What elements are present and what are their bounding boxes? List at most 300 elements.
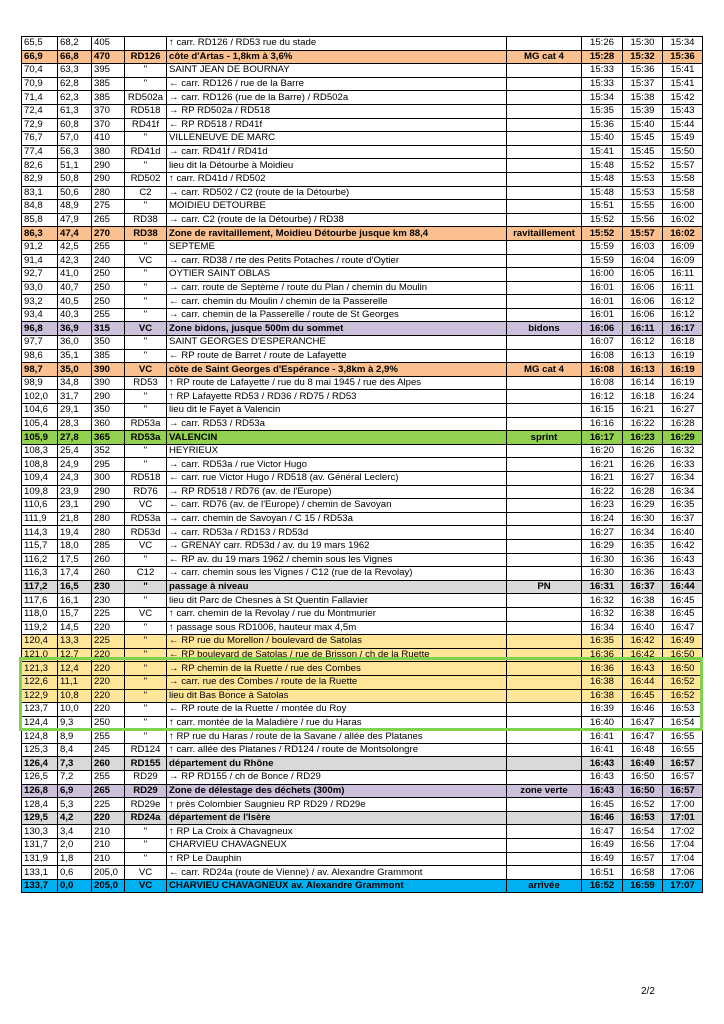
table-row: [22, 254, 703, 268]
time-slow-cell: 16:28: [663, 417, 703, 431]
note-cell: [507, 77, 582, 91]
altitude-cell: 280: [92, 512, 125, 526]
km-done-cell: 125,3: [22, 743, 58, 757]
road-cell: VC: [125, 499, 167, 513]
altitude-cell: 300: [92, 472, 125, 486]
time-slow-cell: 15:41: [663, 77, 703, 91]
route-description-cell: ← carr. RD24a (route de Vienne) / av. Alexandre Grammont: [167, 866, 507, 880]
altitude-cell: 255: [92, 730, 125, 744]
note-cell: [507, 349, 582, 363]
time-fast-cell: 16:30: [582, 567, 623, 581]
km-remaining-cell: 21,8: [58, 512, 92, 526]
time-medium-cell: 16:46: [623, 703, 663, 717]
altitude-cell: 410: [92, 132, 125, 146]
altitude-cell: 225: [92, 607, 125, 621]
table-row: [22, 458, 703, 472]
note-cell: [507, 254, 582, 268]
table-row: [22, 675, 703, 689]
time-fast-cell: 16:08: [582, 349, 623, 363]
road-cell: ": [125, 648, 167, 662]
table-row: [22, 322, 703, 336]
note-cell: [507, 607, 582, 621]
route-description-cell: → RP RD518 / RD76 (av. de l'Europe): [167, 485, 507, 499]
note-cell: [507, 689, 582, 703]
route-description-cell: → carr. RD41f / RD41d: [167, 145, 507, 159]
altitude-cell: 290: [92, 485, 125, 499]
km-remaining-cell: 60,8: [58, 118, 92, 132]
altitude-cell: 385: [92, 77, 125, 91]
altitude-cell: 360: [92, 417, 125, 431]
altitude-cell: 270: [92, 227, 125, 241]
route-description-cell: ↑ RP Lafayette RD53 / RD36 / RD75 / RD53: [167, 390, 507, 404]
km-done-cell: 102,0: [22, 390, 58, 404]
road-cell: VC: [125, 363, 167, 377]
time-slow-cell: 15:58: [663, 172, 703, 186]
table-row: [22, 349, 703, 363]
time-fast-cell: 16:34: [582, 621, 623, 635]
km-remaining-cell: 40,3: [58, 308, 92, 322]
km-done-cell: 66,9: [22, 50, 58, 64]
route-description-cell: ← RP route de la Ruette / montée du Roy: [167, 703, 507, 717]
note-cell: [507, 485, 582, 499]
note-cell: [507, 458, 582, 472]
km-done-cell: 85,8: [22, 213, 58, 227]
road-cell: ": [125, 852, 167, 866]
route-description-cell: → carr. RD53 / RD53a: [167, 417, 507, 431]
road-cell: RD53d: [125, 526, 167, 540]
road-cell: ": [125, 295, 167, 309]
time-fast-cell: 16:43: [582, 784, 623, 798]
altitude-cell: 250: [92, 281, 125, 295]
altitude-cell: 350: [92, 336, 125, 350]
time-medium-cell: 15:52: [623, 159, 663, 173]
table-row: [22, 159, 703, 173]
table-row: [22, 118, 703, 132]
time-fast-cell: 16:23: [582, 499, 623, 513]
time-fast-cell: 16:00: [582, 268, 623, 282]
table-row: [22, 635, 703, 649]
time-slow-cell: 16:43: [663, 567, 703, 581]
route-description-cell: ← carr. rue Victor Hugo / RD518 (av. Général Leclerc): [167, 472, 507, 486]
km-remaining-cell: 27,8: [58, 431, 92, 445]
time-fast-cell: 15:28: [582, 50, 623, 64]
time-medium-cell: 16:34: [623, 526, 663, 540]
time-slow-cell: 16:18: [663, 336, 703, 350]
note-cell: [507, 771, 582, 785]
table-row: [22, 811, 703, 825]
time-fast-cell: 16:08: [582, 376, 623, 390]
road-cell: ": [125, 390, 167, 404]
time-slow-cell: 16:35: [663, 499, 703, 513]
altitude-cell: 352: [92, 444, 125, 458]
km-done-cell: 98,6: [22, 349, 58, 363]
road-cell: VC: [125, 322, 167, 336]
time-slow-cell: 16:53: [663, 703, 703, 717]
route-description-cell: département de l'Isère: [167, 811, 507, 825]
km-done-cell: 122,9: [22, 689, 58, 703]
time-medium-cell: 16:42: [623, 648, 663, 662]
time-fast-cell: 15:36: [582, 118, 623, 132]
km-done-cell: 126,8: [22, 784, 58, 798]
time-slow-cell: 16:55: [663, 730, 703, 744]
altitude-cell: 265: [92, 213, 125, 227]
altitude-cell: 370: [92, 104, 125, 118]
km-remaining-cell: 42,5: [58, 240, 92, 254]
km-done-cell: 133,7: [22, 879, 58, 893]
table-row: [22, 77, 703, 91]
note-cell: [507, 798, 582, 812]
time-fast-cell: 16:49: [582, 839, 623, 853]
table-row: [22, 825, 703, 839]
note-cell: [507, 716, 582, 730]
km-done-cell: 124,8: [22, 730, 58, 744]
road-cell: RD41f: [125, 118, 167, 132]
road-cell: [125, 37, 167, 51]
altitude-cell: 280: [92, 186, 125, 200]
altitude-cell: 260: [92, 553, 125, 567]
km-remaining-cell: 16,5: [58, 580, 92, 594]
altitude-cell: 205,0: [92, 879, 125, 893]
note-cell: [507, 104, 582, 118]
altitude-cell: 245: [92, 743, 125, 757]
time-medium-cell: 16:04: [623, 254, 663, 268]
time-medium-cell: 16:26: [623, 444, 663, 458]
time-medium-cell: 16:30: [623, 512, 663, 526]
table-row: [22, 240, 703, 254]
table-row: [22, 607, 703, 621]
route-description-cell: lieu dit la Détourbe à Moidieu: [167, 159, 507, 173]
km-remaining-cell: 12,7: [58, 648, 92, 662]
route-description-cell: CHARVIEU CHAVAGNEUX: [167, 839, 507, 853]
km-done-cell: 76,7: [22, 132, 58, 146]
km-done-cell: 115,7: [22, 539, 58, 553]
km-done-cell: 108,8: [22, 458, 58, 472]
km-done-cell: 98,9: [22, 376, 58, 390]
time-fast-cell: 16:06: [582, 322, 623, 336]
route-description-cell: → RP RD502a / RD518: [167, 104, 507, 118]
table-row: [22, 757, 703, 771]
time-slow-cell: 16:57: [663, 784, 703, 798]
km-remaining-cell: 68,2: [58, 37, 92, 51]
route-description-cell: → carr. chemin de la Passerelle / route de St Georges: [167, 308, 507, 322]
note-cell: [507, 91, 582, 105]
road-cell: RD155: [125, 757, 167, 771]
km-remaining-cell: 7,3: [58, 757, 92, 771]
time-medium-cell: 15:32: [623, 50, 663, 64]
altitude-cell: 290: [92, 172, 125, 186]
km-done-cell: 98,7: [22, 363, 58, 377]
altitude-cell: 225: [92, 635, 125, 649]
time-medium-cell: 16:06: [623, 308, 663, 322]
route-description-cell: HEYRIEUX: [167, 444, 507, 458]
time-medium-cell: 16:37: [623, 580, 663, 594]
table-row: [22, 771, 703, 785]
km-remaining-cell: 23,9: [58, 485, 92, 499]
road-cell: ": [125, 621, 167, 635]
km-remaining-cell: 48,9: [58, 200, 92, 214]
table-row: [22, 839, 703, 853]
altitude-cell: 230: [92, 594, 125, 608]
note-cell: [507, 512, 582, 526]
km-done-cell: 114,3: [22, 526, 58, 540]
km-done-cell: 116,3: [22, 567, 58, 581]
table-row: [22, 227, 703, 241]
km-remaining-cell: 62,8: [58, 77, 92, 91]
km-remaining-cell: 4,2: [58, 811, 92, 825]
time-fast-cell: 15:35: [582, 104, 623, 118]
table-row: [22, 580, 703, 594]
note-cell: [507, 852, 582, 866]
km-remaining-cell: 16,1: [58, 594, 92, 608]
altitude-cell: 220: [92, 621, 125, 635]
km-done-cell: 126,5: [22, 771, 58, 785]
time-medium-cell: 16:47: [623, 716, 663, 730]
table-row: [22, 567, 703, 581]
note-cell: [507, 390, 582, 404]
road-cell: ": [125, 675, 167, 689]
km-done-cell: 92,7: [22, 268, 58, 282]
route-description-cell: ↑ carr. montée de la Maladière / rue du Haras: [167, 716, 507, 730]
time-slow-cell: 17:01: [663, 811, 703, 825]
km-remaining-cell: 13,3: [58, 635, 92, 649]
altitude-cell: 385: [92, 91, 125, 105]
table-row: [22, 526, 703, 540]
time-medium-cell: 16:23: [623, 431, 663, 445]
altitude-cell: 265: [92, 784, 125, 798]
time-slow-cell: 16:42: [663, 539, 703, 553]
time-medium-cell: 15:39: [623, 104, 663, 118]
altitude-cell: 405: [92, 37, 125, 51]
time-fast-cell: 16:38: [582, 675, 623, 689]
time-slow-cell: 17:04: [663, 839, 703, 853]
time-slow-cell: 16:29: [663, 431, 703, 445]
road-cell: VC: [125, 866, 167, 880]
route-description-cell: ↑ passage sous RD1006, hauteur max 4,5m: [167, 621, 507, 635]
km-remaining-cell: 8,9: [58, 730, 92, 744]
table-row: [22, 798, 703, 812]
time-medium-cell: 15:55: [623, 200, 663, 214]
note-cell: [507, 472, 582, 486]
route-description-cell: → carr. chemin sous les Vignes / C12 (rue de la Revolay): [167, 567, 507, 581]
time-fast-cell: 16:46: [582, 811, 623, 825]
time-medium-cell: 16:29: [623, 499, 663, 513]
km-remaining-cell: 19,4: [58, 526, 92, 540]
note-cell: [507, 417, 582, 431]
km-done-cell: 70,9: [22, 77, 58, 91]
route-description-cell: département du Rhône: [167, 757, 507, 771]
time-fast-cell: 16:43: [582, 757, 623, 771]
table-row: [22, 50, 703, 64]
note-cell: [507, 499, 582, 513]
km-done-cell: 116,2: [22, 553, 58, 567]
note-cell: [507, 703, 582, 717]
km-done-cell: 71,4: [22, 91, 58, 105]
route-description-cell: → carr. RD53a / RD153 / RD53d: [167, 526, 507, 540]
time-slow-cell: 15:49: [663, 132, 703, 146]
time-medium-cell: 16:13: [623, 349, 663, 363]
table-row: [22, 743, 703, 757]
time-fast-cell: 16:16: [582, 417, 623, 431]
km-done-cell: 93,0: [22, 281, 58, 295]
km-remaining-cell: 10,8: [58, 689, 92, 703]
time-slow-cell: 15:36: [663, 50, 703, 64]
table-row: [22, 417, 703, 431]
time-medium-cell: 15:45: [623, 145, 663, 159]
time-slow-cell: 16:33: [663, 458, 703, 472]
km-remaining-cell: 56,3: [58, 145, 92, 159]
time-medium-cell: 16:56: [623, 839, 663, 853]
altitude-cell: 210: [92, 825, 125, 839]
time-slow-cell: 15:42: [663, 91, 703, 105]
km-done-cell: 72,4: [22, 104, 58, 118]
route-description-cell: SEPTEME: [167, 240, 507, 254]
note-cell: [507, 200, 582, 214]
time-fast-cell: 16:41: [582, 730, 623, 744]
time-slow-cell: 15:44: [663, 118, 703, 132]
road-cell: ": [125, 64, 167, 78]
km-remaining-cell: 18,0: [58, 539, 92, 553]
time-fast-cell: 16:30: [582, 553, 623, 567]
time-fast-cell: 16:39: [582, 703, 623, 717]
time-fast-cell: 16:24: [582, 512, 623, 526]
km-done-cell: 97,7: [22, 336, 58, 350]
table-row: [22, 37, 703, 51]
road-cell: ": [125, 825, 167, 839]
road-cell: RD126: [125, 50, 167, 64]
time-fast-cell: 16:08: [582, 363, 623, 377]
time-slow-cell: 15:50: [663, 145, 703, 159]
time-slow-cell: 16:19: [663, 349, 703, 363]
time-medium-cell: 16:40: [623, 621, 663, 635]
time-fast-cell: 15:59: [582, 240, 623, 254]
route-description-cell: ↑ carr. RD41d / RD502: [167, 172, 507, 186]
note-cell: [507, 567, 582, 581]
road-cell: RD502a: [125, 91, 167, 105]
route-description-cell: ↑ RP La Croix à Chavagneux: [167, 825, 507, 839]
route-description-cell: ← carr. RD126 / rue de la Barre: [167, 77, 507, 91]
time-slow-cell: 16:11: [663, 268, 703, 282]
time-medium-cell: 16:38: [623, 607, 663, 621]
time-fast-cell: 15:52: [582, 213, 623, 227]
route-description-cell: Zone de ravitaillement, Moidieu Détourbe jusque km 88,4: [167, 227, 507, 241]
time-medium-cell: 16:27: [623, 472, 663, 486]
time-fast-cell: 15:48: [582, 172, 623, 186]
table-row: [22, 852, 703, 866]
time-medium-cell: 16:11: [623, 322, 663, 336]
road-cell: ": [125, 580, 167, 594]
route-description-cell: ← RP boulevard de Satolas / rue de Brisson / ch de la Ruette: [167, 648, 507, 662]
table-row: [22, 648, 703, 662]
km-remaining-cell: 57,0: [58, 132, 92, 146]
road-cell: ": [125, 594, 167, 608]
road-cell: ": [125, 716, 167, 730]
route-description-cell: ↑ carr. RD126 / RD53 rue du stade: [167, 37, 507, 51]
route-description-cell: → carr. RD38 / rte des Petits Potaches / route d'Oytier: [167, 254, 507, 268]
note-cell: [507, 839, 582, 853]
altitude-cell: 290: [92, 499, 125, 513]
altitude-cell: 250: [92, 268, 125, 282]
time-fast-cell: 16:12: [582, 390, 623, 404]
time-slow-cell: 16:32: [663, 444, 703, 458]
road-cell: C12: [125, 567, 167, 581]
km-remaining-cell: 8,4: [58, 743, 92, 757]
note-cell: ravitaillement: [507, 227, 582, 241]
time-slow-cell: 17:04: [663, 852, 703, 866]
km-remaining-cell: 0,6: [58, 866, 92, 880]
road-cell: RD38: [125, 213, 167, 227]
note-cell: [507, 213, 582, 227]
table-row: [22, 200, 703, 214]
altitude-cell: 390: [92, 376, 125, 390]
road-cell: RD518: [125, 472, 167, 486]
time-fast-cell: 16:01: [582, 308, 623, 322]
time-medium-cell: 15:53: [623, 186, 663, 200]
altitude-cell: 210: [92, 839, 125, 853]
time-slow-cell: 15:57: [663, 159, 703, 173]
road-cell: RD29: [125, 784, 167, 798]
note-cell: [507, 404, 582, 418]
time-fast-cell: 16:01: [582, 295, 623, 309]
km-remaining-cell: 17,4: [58, 567, 92, 581]
time-slow-cell: 16:02: [663, 227, 703, 241]
note-cell: MG cat 4: [507, 50, 582, 64]
time-medium-cell: 16:59: [623, 879, 663, 893]
note-cell: [507, 295, 582, 309]
time-fast-cell: 16:21: [582, 472, 623, 486]
km-remaining-cell: 31,7: [58, 390, 92, 404]
time-fast-cell: 16:47: [582, 825, 623, 839]
km-remaining-cell: 1,8: [58, 852, 92, 866]
km-remaining-cell: 3,4: [58, 825, 92, 839]
road-cell: ": [125, 839, 167, 853]
time-fast-cell: 16:15: [582, 404, 623, 418]
note-cell: [507, 159, 582, 173]
time-slow-cell: 16:45: [663, 594, 703, 608]
time-medium-cell: 16:06: [623, 295, 663, 309]
km-done-cell: 123,7: [22, 703, 58, 717]
time-medium-cell: 16:53: [623, 811, 663, 825]
time-slow-cell: 15:58: [663, 186, 703, 200]
road-cell: VC: [125, 879, 167, 893]
table-row: [22, 716, 703, 730]
table-row: [22, 662, 703, 676]
table-row: [22, 539, 703, 553]
km-done-cell: 110,6: [22, 499, 58, 513]
km-done-cell: 109,4: [22, 472, 58, 486]
time-fast-cell: 16:41: [582, 743, 623, 757]
time-fast-cell: 16:01: [582, 281, 623, 295]
time-slow-cell: 16:12: [663, 308, 703, 322]
altitude-cell: 370: [92, 118, 125, 132]
note-cell: [507, 145, 582, 159]
km-done-cell: 91,2: [22, 240, 58, 254]
km-remaining-cell: 36,0: [58, 336, 92, 350]
table-row: [22, 172, 703, 186]
km-done-cell: 104,6: [22, 404, 58, 418]
route-description-cell: ↑ RP route de Lafayette / rue du 8 mai 1945 / rue des Alpes: [167, 376, 507, 390]
road-cell: ": [125, 458, 167, 472]
note-cell: [507, 662, 582, 676]
table-row: [22, 64, 703, 78]
route-description-cell: lieu dit le Fayet à Valencin: [167, 404, 507, 418]
km-remaining-cell: 42,3: [58, 254, 92, 268]
note-cell: [507, 648, 582, 662]
time-fast-cell: 16:38: [582, 689, 623, 703]
table-row: [22, 730, 703, 744]
altitude-cell: 290: [92, 159, 125, 173]
altitude-cell: 280: [92, 526, 125, 540]
time-medium-cell: 16:48: [623, 743, 663, 757]
